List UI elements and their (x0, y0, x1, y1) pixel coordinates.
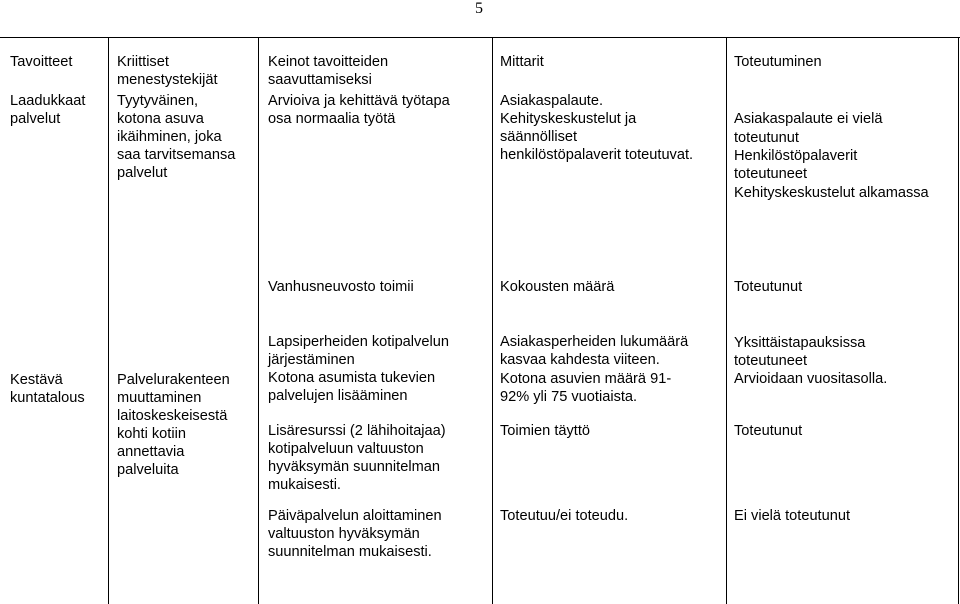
row1-realization-line-1: Asiakaspalaute ei vielä (734, 111, 883, 127)
row1-means-line-1: Arvioiva ja kehittävä työtapa (268, 93, 450, 109)
row1-goal-line-1: Laadukkaat (10, 93, 86, 109)
header-means-line-2: saavuttamiseksi (268, 72, 372, 88)
header-indicators: Mittarit (500, 54, 544, 70)
row3-means-b-line-3: hyväksymän suunnitelman (268, 459, 440, 475)
table-right-border (958, 37, 959, 604)
row3-realization-c: Ei vielä toteutunut (734, 508, 851, 524)
row3-factor-line-6: palveluita (117, 462, 179, 478)
row1-realization-line-2: toteutunut (734, 130, 799, 146)
header-critical-factors-line-2: menestystekijät (117, 72, 218, 88)
row3-means-a-line-2: järjestäminen (268, 352, 355, 368)
table-column-divider-3 (492, 37, 493, 604)
table-top-border (0, 37, 960, 38)
row3-indicator-c: Toteutuu/ei toteudu. (500, 508, 629, 524)
row2-means: Vanhusneuvosto toimii (268, 279, 414, 295)
row3-means-c-line-2: valtuuston hyväksymän (268, 526, 420, 542)
row2-indicator: Kokousten määrä (500, 279, 615, 295)
row1-realization-line-5: Kehityskeskustelut alkamassa (734, 185, 929, 201)
header-means-line-1: Keinot tavoitteiden (268, 54, 389, 70)
row3-indicator-a-line-4: 92% yli 75 vuotiaista. (500, 389, 638, 405)
row3-indicator-a-line-2: kasvaa kahdesta viiteen. (500, 352, 660, 368)
row1-indicator-line-3: säännölliset (500, 129, 578, 145)
table-column-divider-1 (108, 37, 109, 604)
row1-goal-line-2: palvelut (10, 111, 61, 127)
row3-realization-a-line-3: Arvioidaan vuositasolla. (734, 371, 888, 387)
row3-realization-a-line-2: toteutuneet (734, 353, 808, 369)
row1-indicator-line-4: henkilöstöpalaverit toteutuvat. (500, 147, 694, 163)
row1-factor-line-3: ikäihminen, joka (117, 129, 222, 145)
row3-means-b-line-4: mukaisesti. (268, 477, 341, 493)
row3-means-c-line-1: Päiväpalvelun aloittaminen (268, 508, 442, 524)
row3-means-a-line-4: palvelujen lisääminen (268, 388, 408, 404)
row3-factor-line-1: Palvelurakenteen (117, 372, 230, 388)
row1-realization-line-4: toteutuneet (734, 166, 808, 182)
table-column-divider-4 (726, 37, 727, 604)
header-goals: Tavoitteet (10, 54, 73, 70)
row1-realization-line-3: Henkilöstöpalaverit (734, 148, 858, 164)
page-number: 5 (475, 0, 483, 17)
row1-factor-line-2: kotona asuva (117, 111, 204, 127)
row3-means-b-line-2: kotipalveluun valtuuston (268, 441, 424, 457)
row1-indicator-line-1: Asiakaspalaute. (500, 93, 604, 109)
table-column-divider-2 (258, 37, 259, 604)
row3-means-c-line-3: suunnitelman mukaisesti. (268, 544, 432, 560)
header-realization: Toteutuminen (734, 54, 822, 70)
row1-factor-line-5: palvelut (117, 165, 168, 181)
row3-goal-line-2: kuntatalous (10, 390, 85, 406)
row3-indicator-b: Toimien täyttö (500, 423, 591, 439)
row3-means-b-line-1: Lisäresurssi (2 lähihoitajaa) (268, 423, 446, 439)
row3-indicator-a-line-3: Kotona asuvien määrä 91- (500, 371, 672, 387)
header-critical-factors-line-1: Kriittiset (117, 54, 169, 70)
row3-factor-line-2: muuttaminen (117, 390, 202, 406)
row1-indicator-line-2: Kehityskeskustelut ja (500, 111, 637, 127)
row3-means-a-line-3: Kotona asumista tukevien (268, 370, 436, 386)
row1-factor-line-4: saa tarvitsemansa (117, 147, 236, 163)
row3-means-a-line-1: Lapsiperheiden kotipalvelun (268, 334, 449, 350)
row3-indicator-a-line-1: Asiakasperheiden lukumäärä (500, 334, 689, 350)
row3-factor-line-5: annettavia (117, 444, 185, 460)
row3-realization-a-line-1: Yksittäistapauksissa (734, 335, 866, 351)
row1-means-line-2: osa normaalia työtä (268, 111, 396, 127)
row3-factor-line-4: kohti kotiin (117, 426, 186, 442)
row2-realization: Toteutunut (734, 279, 803, 295)
row3-factor-line-3: laitoskeskeisestä (117, 408, 228, 424)
row3-goal-line-1: Kestävä (10, 372, 63, 388)
row3-realization-b: Toteutunut (734, 423, 803, 439)
row1-factor-line-1: Tyytyväinen, (117, 93, 199, 109)
